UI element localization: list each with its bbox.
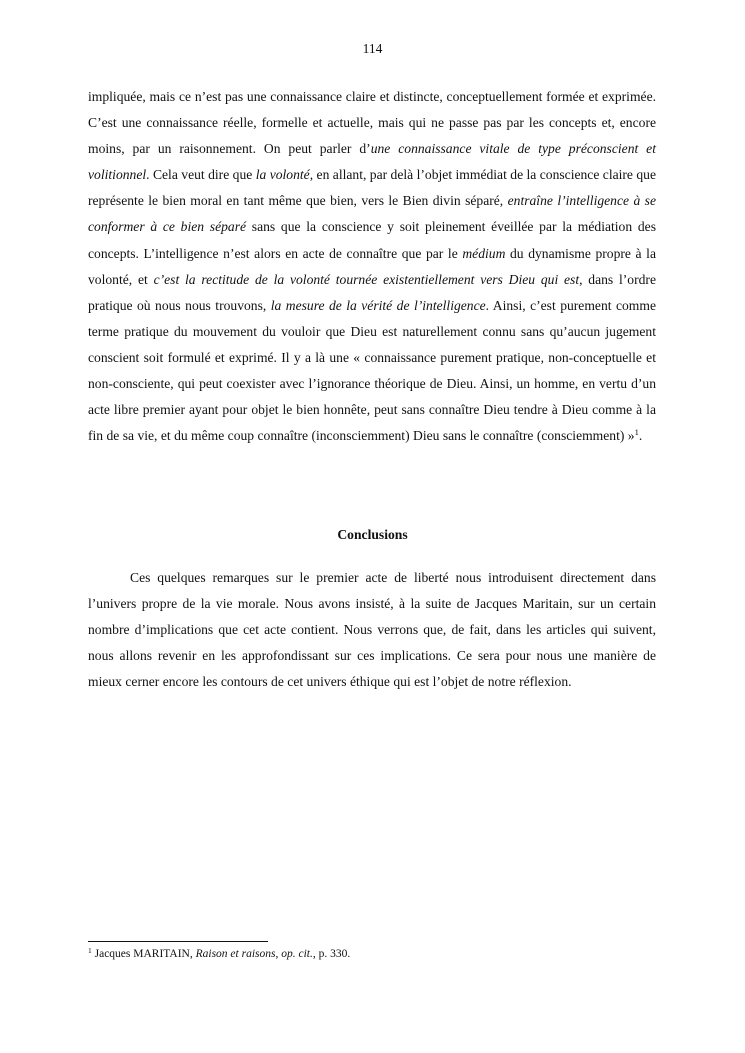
- section-heading: Conclusions: [337, 527, 408, 542]
- italic-run: la volonté: [255, 167, 310, 183]
- footnote-marker: 1: [88, 946, 92, 955]
- text-run: du dynamisme propre à la volonté, et: [88, 245, 656, 287]
- italic-run: une connaissance vitale de type préconscient et volitionnel: [88, 141, 656, 183]
- italic-run: médium: [462, 245, 506, 261]
- footnote-title: Raison et raisons: [195, 948, 276, 960]
- page-number: 114: [362, 41, 383, 56]
- text-run: . Ainsi, c’est purement comme terme pratique du mouvement du vouloir que Dieu est naturellement connu sans qu’aucun jugement conscient soit formulé et exprimé. Il y a là une « connaissance purement pratique, non-conceptuelle et non-consciente, qui peut coexister avec l’ignorance théorique de Dieu. Ainsi, un homme, en vertu d’un acte libre premier ayant pour objet le bien honnête, peut sans connaître Dieu tendre à Dieu comme à la fin de sa vie, et du même coup connaître (inconsciemment) Dieu sans le connaître (consciemment) »: [88, 297, 656, 444]
- text-run: .: [638, 428, 643, 444]
- text-run: . Cela veut dire que: [146, 167, 256, 183]
- italic-run: c’est la rectitude de la volonté tournée existentiellement vers Dieu qui est: [153, 271, 580, 287]
- footnote-author: Jacques MARITAIN,: [91, 948, 196, 960]
- italic-run: entraîne l’intelligence à se conformer à ce bien séparé: [88, 193, 656, 235]
- footnote-divider: [88, 941, 268, 942]
- italic-run: la mesure de la vérité de l’intelligence: [270, 297, 486, 313]
- text-run: impliquée, mais ce n’est pas une connaissance claire et distincte, conceptuellement formée et exprimée. C’est une connaissance réelle, formelle et actuelle, mais qui ne passe pas par les concepts et, encore moins, par un raisonnement. On peut parler d’: [88, 89, 656, 157]
- footnote: [88, 948, 656, 960]
- text-run: , dans l’ordre pratique où nous nous trouvons,: [88, 271, 656, 313]
- footnote-page: , p. 330.: [312, 948, 351, 960]
- footnote-reference[interactable]: 1: [634, 427, 639, 438]
- text-run: sans que la conscience y soit pleinement éveillée par la médiation des concepts. L’intelligence n’est alors en acte de connaître que par le: [88, 219, 656, 261]
- body-paragraph-1: [88, 84, 656, 449]
- text-run: , en allant, par delà l’objet immédiat de la conscience claire que représente le bien moral en tant même que bien, vers le Bien divin séparé,: [88, 167, 657, 209]
- footnote-opcit: op. cit.: [281, 948, 313, 960]
- footnote-separator: ,: [275, 948, 282, 960]
- body-paragraph-2: Ces quelques remarques sur le premier acte de liberté nous introduisent directement dans l’univers propre de la vie morale. Nous avons insisté, à la suite de Jacques Maritain, sur un certain nombre d’implications que cet acte contient. Nous verrons que, de fait, dans les articles qui suivent, nous allons revenir en les approfondissant sur ces implications. Ce sera pour nous une manière de mieux cerner encore les contours de cet univers éthique qui est l’objet de notre réflexion.: [88, 570, 656, 690]
